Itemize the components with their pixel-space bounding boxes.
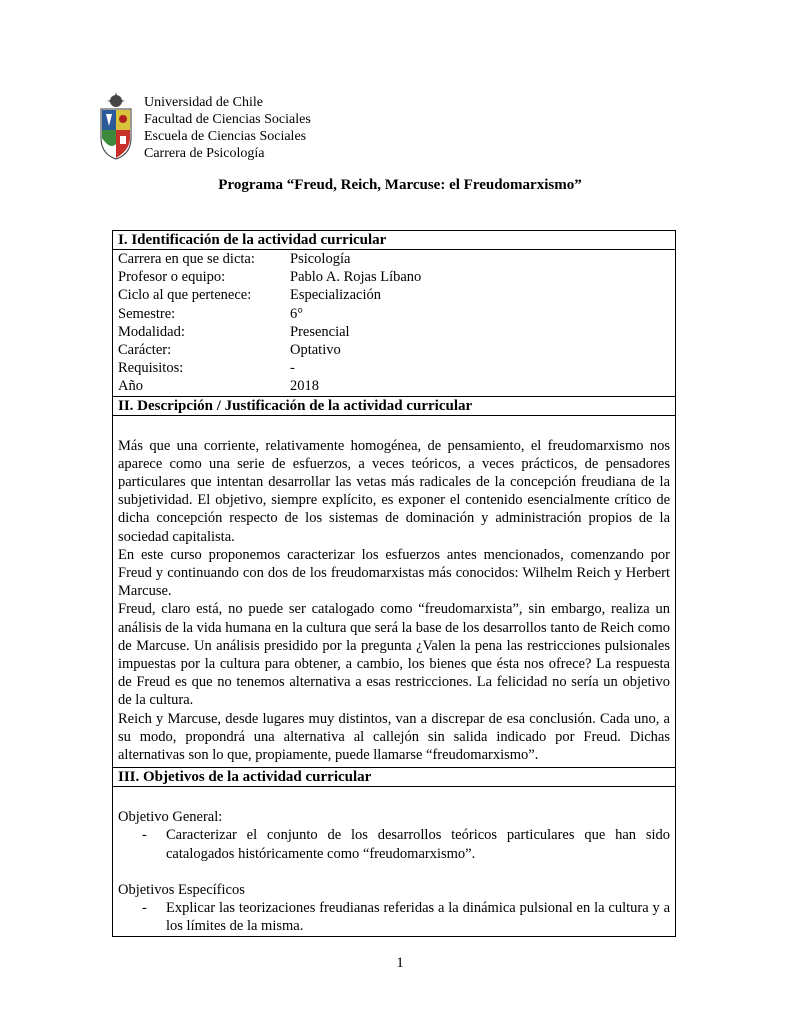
info-value: Optativo [290, 342, 341, 359]
objective-text: Explicar las teorizaciones freudianas referidas a la dinámica pulsional en la cultura y a los límites de la misma. [166, 900, 670, 935]
info-value: 2018 [290, 378, 319, 395]
info-value: 6° [290, 305, 304, 322]
objective-text: Caracterizar el conjunto de los desarrollos teóricos particulares que han sido catalogados históricamente como “freudomarxismo”. [166, 827, 670, 862]
program-title: Programa “Freud, Reich, Marcuse: el Freudomarxismo” [218, 177, 582, 193]
info-label: Semestre: [118, 305, 176, 322]
info-label: Año [118, 378, 143, 395]
info-label: Requisitos: [118, 360, 184, 377]
section-2-heading: II. Descripción / Justificación de la actividad curricular [113, 396, 675, 416]
section-1-heading: I. Identificación de la actividad curricular [113, 231, 675, 250]
section-3-heading: III. Objetivos de la actividad curricular [113, 767, 675, 787]
identification-rows [113, 250, 675, 396]
info-row [118, 268, 670, 286]
info-value: Psicología [290, 251, 351, 267]
description-paragraph: Más que una corriente, relativamente homogénea, de pensamiento, el freudomarxismo nos aparece como una serie de esfuerzos, a veces teóricos, a veces prácticos, de pensadores particulares que intentan desarrollar las vetas más radicales de la concepción freudiana de la subjetividad. El objetivo, siempre explícito, es exponer el contenido esencialmente crítico de dicha concepción respecto de los sistemas de dominación y administración propios de la sociedad capitalista. [118, 437, 670, 545]
general-objective-label: Objetivo General: [118, 809, 223, 826]
specific-objectives-label: Objetivos Específicos [118, 881, 245, 898]
description-paragraph: Reich y Marcuse, desde lugares muy distintos, van a discrepar de esa conclusión. Cada uno, a su modo, propondrá una alternativa al callejón sin salida indicado por Freud. Dichas alternativas son lo que, propiamente, puede llamarse “freudomarxismo”. [118, 710, 670, 764]
info-row [118, 305, 670, 323]
specific-objective-item [118, 899, 670, 935]
info-row [118, 250, 670, 268]
curricular-table [112, 230, 676, 937]
university-crest-logo [98, 92, 134, 160]
info-row [118, 341, 670, 359]
description-paragraph: Freud, claro está, no puede ser catalogado como “freudomarxista”, sin embargo, realiza un análisis de la vida humana en la cultura que será la base de los desarrollos tanto de Reich como de Marcuse. Un análisis presidido por la pregunta ¿Valen la pena las restricciones pulsionales impuestas por la cultura para obtener, a cambio, los bienes que ésta nos ofrece? La respuesta de Freud es que no tenemos alternativa a esas restricciones. La felicidad no sería un objetivo de la cultura. [118, 601, 670, 709]
info-value: Pablo A. Rojas Líbano [290, 269, 422, 286]
objectives-body [113, 787, 675, 935]
institution-faculty: Facultad de Ciencias Sociales [144, 112, 311, 127]
info-row [118, 377, 670, 395]
institution-header [98, 92, 311, 162]
page-number: 1 [396, 955, 404, 971]
info-value: Presencial [290, 323, 350, 340]
info-row [118, 286, 670, 304]
info-value: Especialización [290, 287, 381, 304]
description-paragraph: En este curso proponemos caracterizar los esfuerzos antes mencionados, comenzando por Freud y continuando con dos de los freudomarxistas más conocidos: Wilhelm Reich y Herbert Marcuse. [118, 546, 670, 600]
info-label: Profesor o equipo: [118, 269, 226, 286]
info-value: - [290, 360, 295, 377]
info-row [118, 359, 670, 377]
info-label: Ciclo al que pertenece: [118, 287, 252, 304]
info-label: Carrera en que se dicta: [118, 251, 255, 267]
institution-career: Carrera de Psicología [144, 146, 265, 161]
description-body [113, 416, 675, 768]
bullet-dash: - [142, 827, 147, 844]
institution-university: Universidad de Chile [144, 95, 263, 110]
institution-lines [144, 92, 311, 162]
info-row [118, 323, 670, 341]
info-label: Carácter: [118, 342, 172, 359]
info-label: Modalidad: [118, 323, 185, 340]
institution-school: Escuela de Ciencias Sociales [144, 129, 307, 144]
bullet-dash: - [142, 900, 147, 917]
general-objective-item [118, 826, 670, 862]
